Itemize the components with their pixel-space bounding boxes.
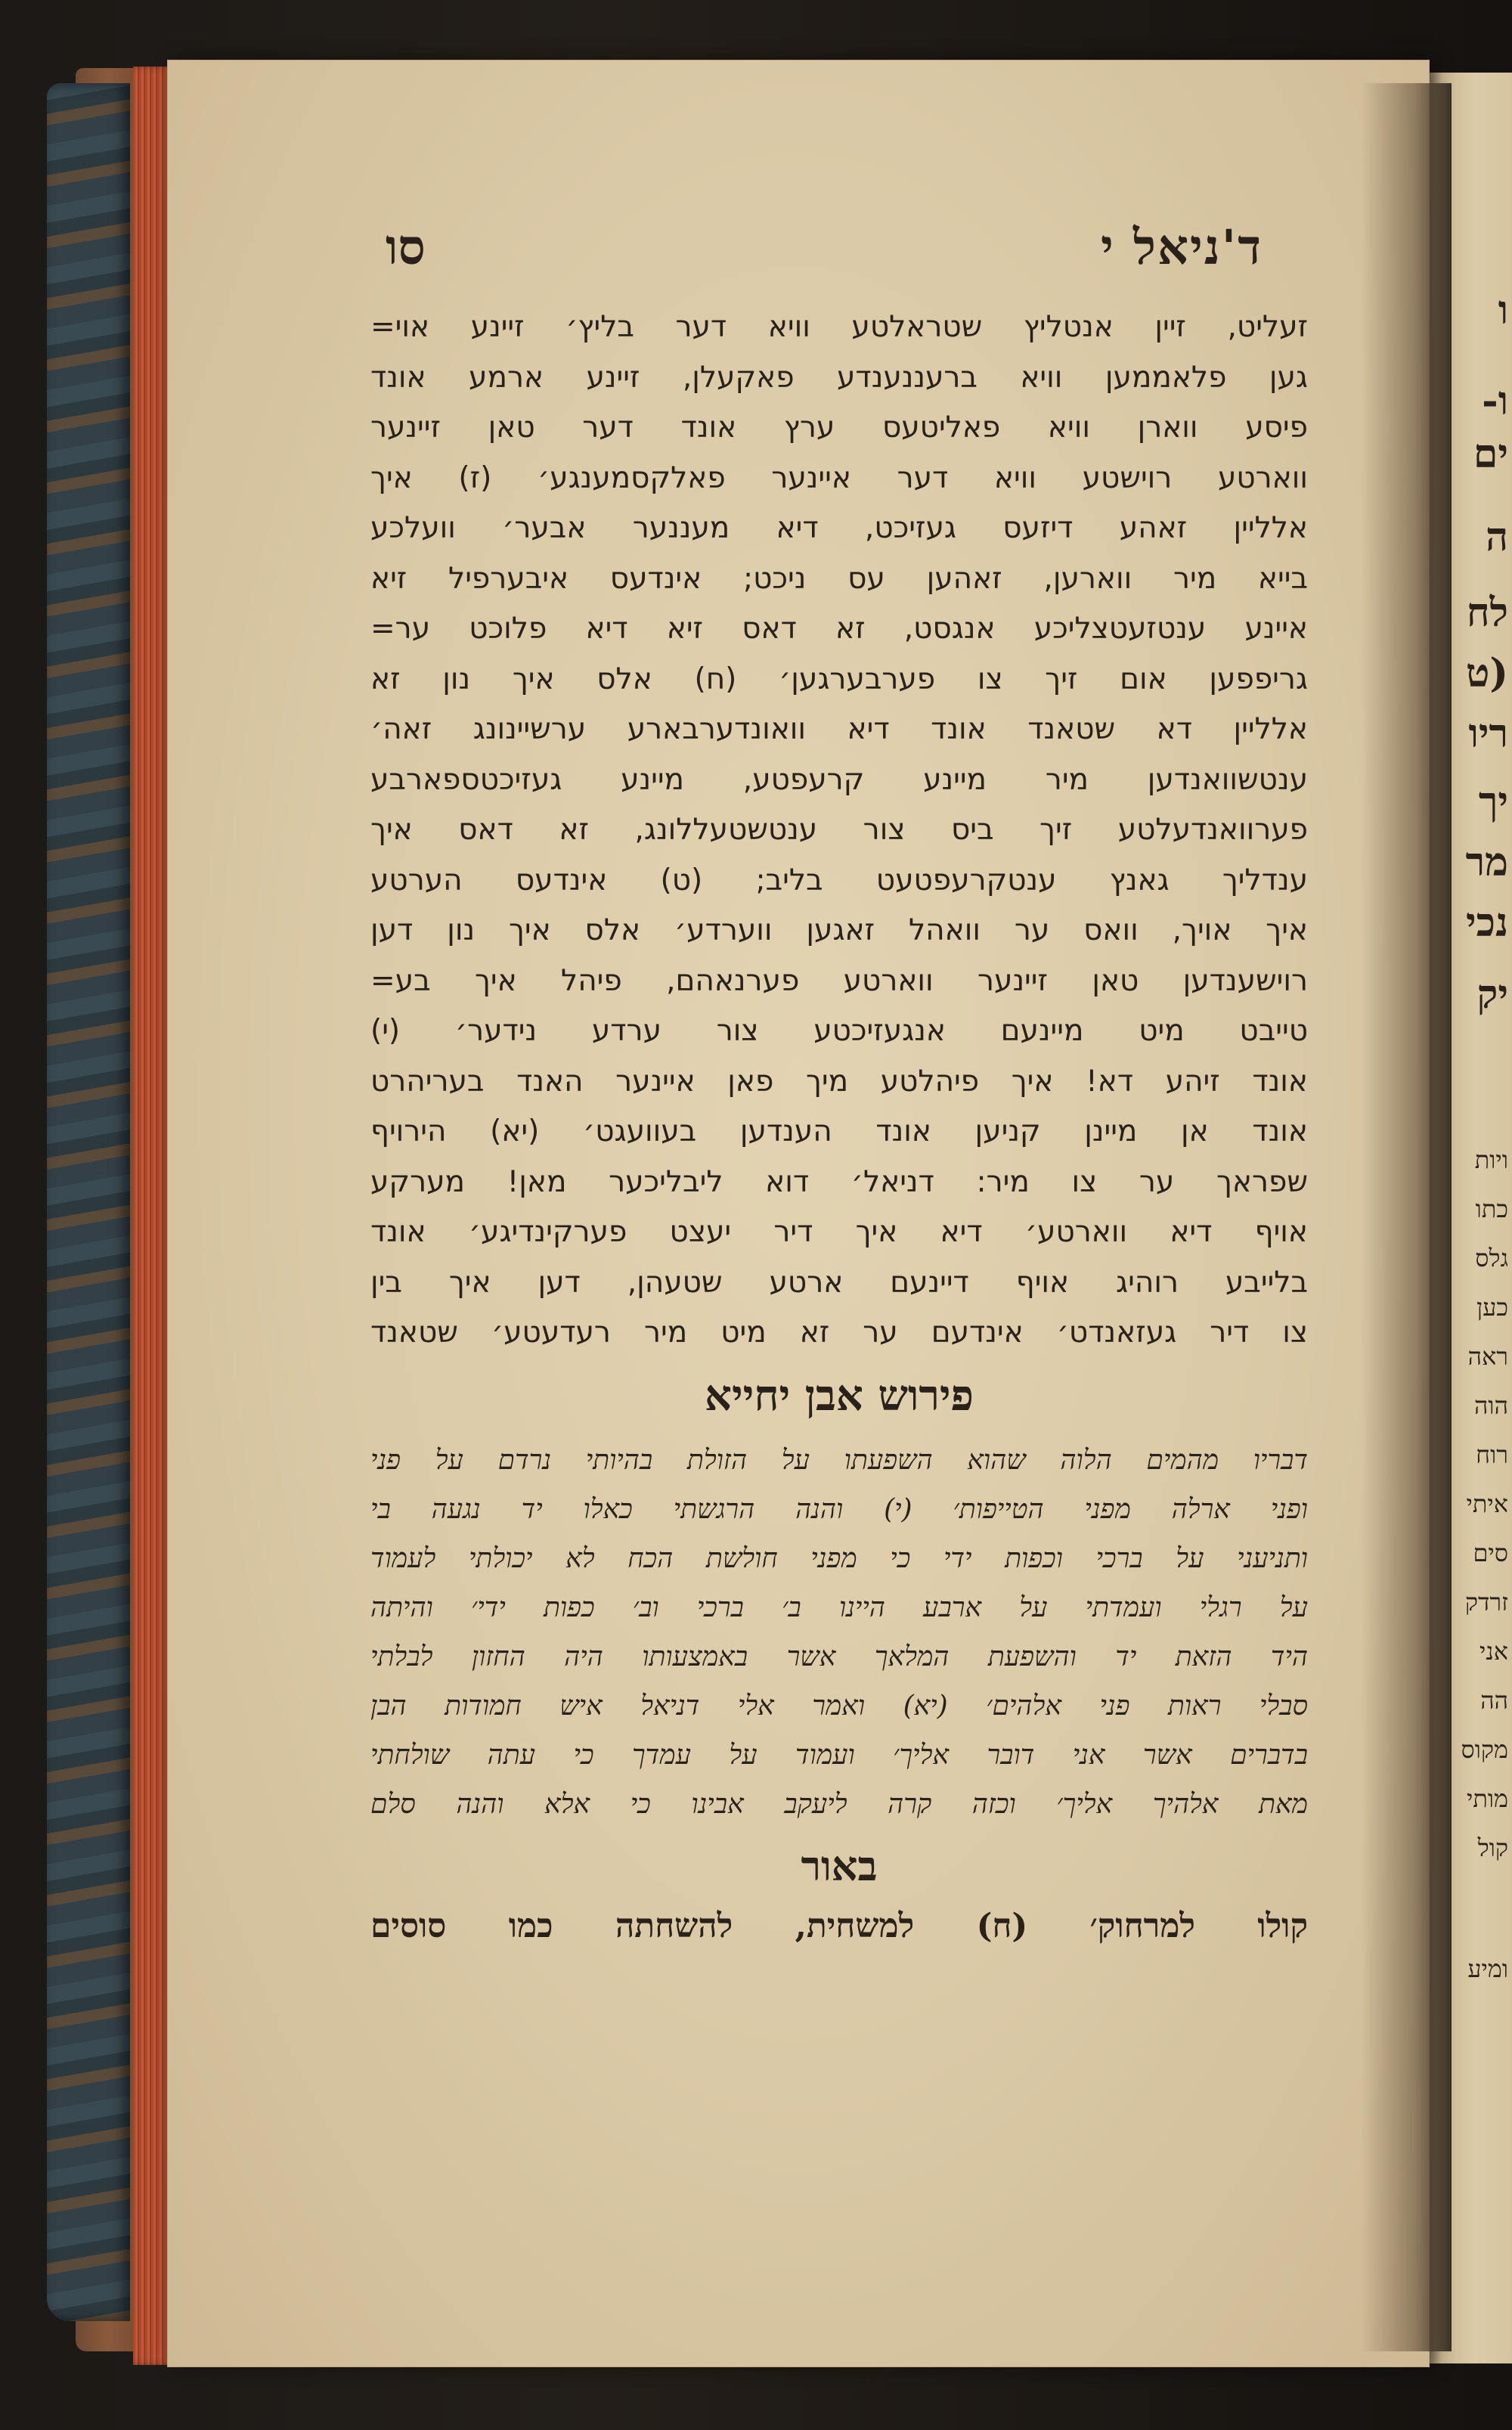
text-line: בלייבע רוהיג אויף דיינעם ארטע שטעהן, דען איך בין [370,1265,1308,1300]
facing-fragment: מותי [1466,1784,1508,1813]
text-line: פערוואנדעלטע זיך ביס צור ענטשטעללונג, זא דאס איך [370,813,1308,847]
text-line: רוישענדען טאן זיינער ווארטע פערנאהם, פיהל איך בע= [370,963,1308,998]
page-number: סו [386,219,426,276]
facing-fragment: ו- [1482,378,1508,424]
text-line: אונד זיהע דא! איך פיהלטע מיך פאן איינער האנד בעריהרט [370,1064,1308,1099]
text-line: אלליין זאהע דיזעס געזיכט, דיא מעננער אבער׳ וועלכע [370,511,1308,545]
commentary-line: על רגלי ועמדתי על ארבע היינו ב׳ ברכי וב׳ כפות ידי׳ והיתה [370,1592,1308,1623]
facing-fragment: איתי [1466,1489,1508,1518]
text-line: אונד אן מיינן קניען אונד הענדען בעוועגט׳ (יא) הירויף [370,1114,1308,1148]
commentary-line: מאת אלהיך אליך׳ וכזה קרה ליעקב אבינו כי אלא והנה סלם [370,1788,1308,1820]
main-text-block [370,302,1308,1359]
biur-title: באור [801,1841,878,1890]
text-line: שפראך ער צו מיר: דניאל׳ דוא ליבליכער מאן! מערקע [370,1164,1308,1199]
text-line: צו דיר געזאנדט׳ אינדעם ער זא מיט מיר רעדעטע׳ שטאנד [370,1316,1308,1350]
facing-fragment: ראה [1467,1342,1508,1371]
facing-fragment: ו [1498,287,1508,333]
text-line: גען פלאממען וויא ברעננענדע פאקעלן, זיינע ארמע אונד [370,360,1308,395]
commentary-line: בדברים אשר אני דובר אליך׳ ועמוד על עמדך כי עתה שולחתי [370,1739,1308,1771]
facing-fragment: יק [1476,972,1508,1018]
facing-fragment: יך [1478,779,1508,825]
marbled-cover [47,83,130,2321]
facing-fragment: ה [1486,514,1508,560]
running-header [370,219,1308,302]
facing-fragment: ויות [1474,1145,1508,1174]
text-line: איינע ענטזעטצליכע אנגסט, זא דאס זיא דיא פלוכט ער= [370,612,1308,646]
text-line: גריפפען אום זיך צו פערבערגען׳ (ח) אלס איך נון זא [370,662,1308,696]
commentary-line: היד הזאת יד והשפעת המלאך אשר באמצעותו היה החזון לבלתי [370,1641,1308,1672]
commentary-line: ופני ארלה מפני הטייפות׳ (י) והנה הרגשתי כאלו יד נגעה בי [370,1493,1308,1525]
facing-fragment: הוה [1474,1391,1508,1420]
facing-fragment: (ט [1465,650,1508,696]
text-line: אויף דיא ווארטע׳ דיא איך דיר יעצט פערקינדיגע׳ אונד [370,1215,1308,1249]
facing-fragment: גלס [1475,1244,1508,1272]
text-line: בייא מיר ווארען, זאהען עס ניכט; אינדעס איבערפיל זיא [370,561,1308,596]
text-line: אלליין דא שטאנד אונד דיא וואונדערבארע ערשיינונג זאה׳ [370,712,1308,746]
facing-fragment: רוח [1476,1440,1508,1469]
facing-fragment: זרדק [1464,1588,1508,1616]
facing-fragment: כתו [1475,1195,1508,1223]
facing-fragment: ים [1473,431,1508,477]
facing-fragment: ריו [1468,711,1508,757]
facing-fragment: אני [1479,1637,1508,1666]
biur-line: קולו למרחוק׳ (ח) למשחית, להשחתה כמו סוסים [370,1906,1308,1945]
red-page-edges [133,67,172,2365]
facing-fragment: ומיע [1467,1954,1508,1983]
facing-fragment: כען [1476,1293,1508,1322]
commentary-line: ותניעני על ברכי וכפות ידי כי מפני חולשת הכח לא יכולתי לעמוד [370,1542,1308,1574]
page-content [370,219,1308,1973]
text-line: איך אויך, וואס ער וואהל זאגען ווערדע׳ אלס איך נון דען [370,913,1308,947]
commentary-line: סבלי ראות פני אלהים׳ (יא) ואמר אלי דניאל איש חמודות הבן [370,1690,1308,1722]
facing-fragment: קול [1477,1833,1508,1862]
facing-fragment: מר [1465,839,1508,885]
commentary-line: דבריו מהמים הלוה שהוא השפעתו על הזולת בהיותי נרדם על פני [370,1444,1308,1476]
text-line: זעליט, זיין אנטליץ שטראלטע וויא דער בליץ׳ זיינע אוי= [370,310,1308,344]
commentary-title: פירוש אבן יחייא [705,1370,974,1421]
header-title: ד'ניאל י [1100,219,1263,276]
facing-fragment: מקוס [1461,1735,1508,1764]
commentary-block [370,1436,1308,1829]
facing-fragment: נכי [1466,900,1508,946]
facing-fragment: לח [1466,590,1508,636]
text-line: ווארטע רוישטע וויא דער איינער פאלקסמענגע׳ (ז) איך [370,460,1308,495]
text-line: ענטשוואנדען מיר מיינע קרעפטע, מיינע געזיכטספארבע [370,762,1308,797]
text-line: טייבט מיט מיינעם אנגעזיכטע צור ערדע נידער׳ (י) [370,1014,1308,1048]
text-line: ענדליך גאנץ ענטקרעפטעט בליב; (ט) אינדעס הערטע [370,863,1308,897]
facing-fragment: הה [1480,1686,1508,1715]
facing-fragment: סים [1473,1539,1508,1567]
text-line: פיסע ווארן וויא פאליטעס ערץ אונד דער טאן זיינער [370,411,1308,445]
